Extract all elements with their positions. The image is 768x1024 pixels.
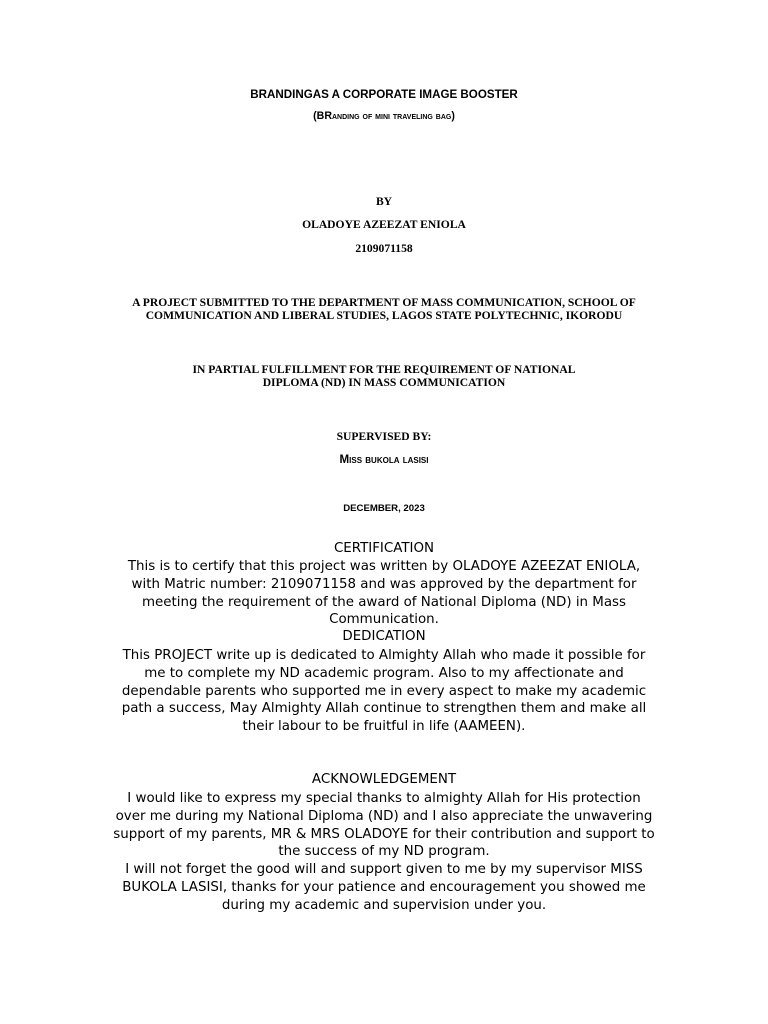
submission-date: DECEMBER, 2023	[343, 503, 425, 514]
fulfillment-line-1: IN PARTIAL FULFILLMENT FOR THE REQUIREMENT OF NATIONAL	[192, 363, 576, 376]
acknowledgement-paragraph-1: I would like to express my special thanks to almighty Allah for His protection over me during my National Diploma (ND) and I also appreciate the unwavering support of my parents, MR & MRS OLADOYE for their contribution and support to the success of my ND program.	[113, 791, 655, 860]
fulfillment-line-2: DIPLOMA (ND) IN MASS COMMUNICATION	[262, 376, 506, 389]
supervisor-name: Miss bukola lasisi	[339, 453, 429, 466]
certification-heading: CERTIFICATION	[333, 541, 435, 556]
dedication-body: This PROJECT write up is dedicated to Almighty Allah who made it possible for me to complete my ND academic program. Also to my affectionate and dependable parents who supported me in every aspect to make my academic path a success, May Almighty Allah continue to strengthen them and make all their labour to be fruitful in life (AAMEEN).	[121, 648, 647, 735]
by-label: BY	[375, 195, 393, 208]
project-title: BRANDINGAS A CORPORATE IMAGE BOOSTER	[250, 88, 518, 101]
dedication-heading: DEDICATION	[342, 629, 426, 644]
certification-body: This is to certify that this project was written by OLADOYE AZEEZAT ENIOLA, with Matric number: 2109071158 and was approved by the department for meeting the requirement of the award of National Diploma (ND) in Mass Communication.	[127, 559, 641, 628]
acknowledgement-paragraph-2: I will not forget the good will and support given to me by my supervisor MISS BUKOLA LASISI, thanks for your patience and encouragement you showed me during my academic and supervision under you.	[122, 862, 646, 913]
supervised-by-label: SUPERVISED BY:	[336, 430, 432, 443]
acknowledgement-heading: ACKNOWLEDGEMENT	[311, 772, 457, 787]
author-matric-number: 2109071158	[355, 242, 413, 255]
submission-line-1: A PROJECT SUBMITTED TO THE DEPARTMENT OF MASS COMMUNICATION, SCHOOL OF	[132, 296, 636, 309]
author-name: OLADOYE AZEEZAT ENIOLA	[302, 218, 466, 231]
submission-line-2: COMMUNICATION AND LIBERAL STUDIES, LAGOS STATE POLYTECHNIC, IKORODU	[145, 309, 623, 322]
project-subtitle: (BRanding of mini traveling bag)	[313, 110, 455, 122]
